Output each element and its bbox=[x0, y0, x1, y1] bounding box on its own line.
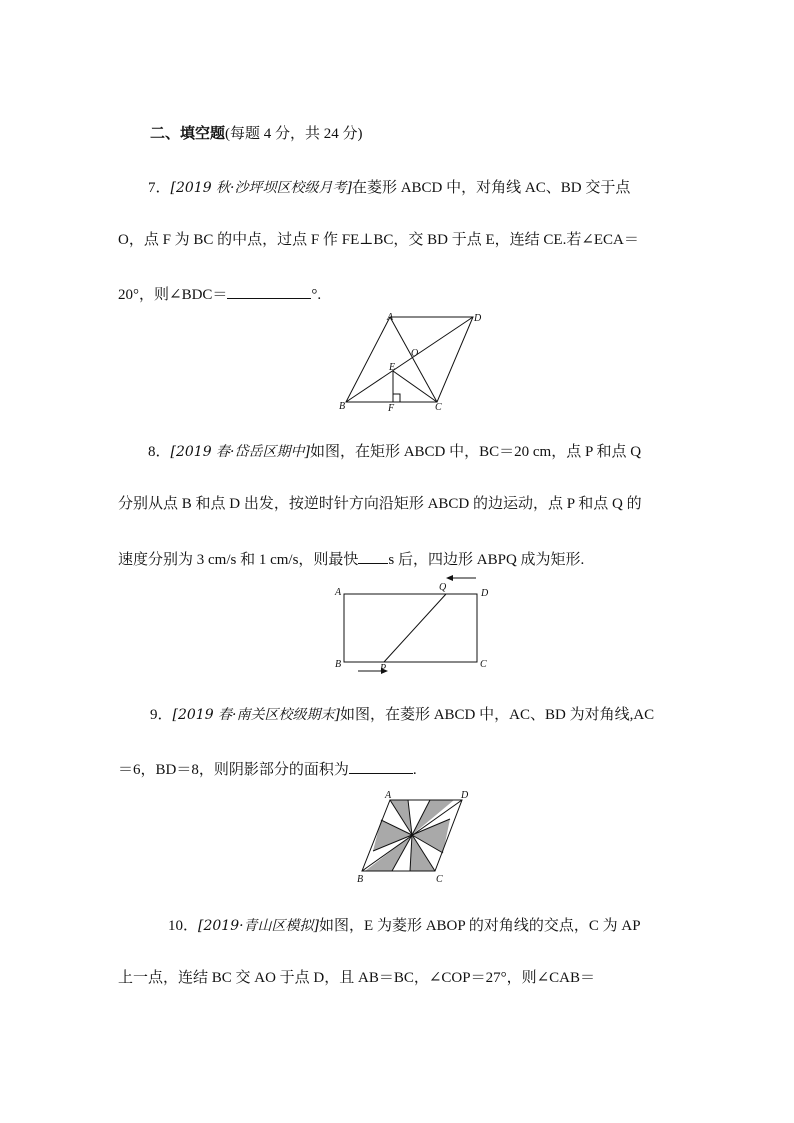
question-8-text-3: 速度分别为 3 cm/s 和 1 cm/s，则最快 bbox=[118, 552, 359, 568]
label-p: P bbox=[380, 663, 387, 674]
label-c: C bbox=[435, 402, 442, 413]
rectangle-abcd bbox=[344, 594, 477, 662]
section-title bbox=[150, 124, 363, 144]
question-8-line-2 bbox=[118, 494, 642, 514]
question-8-line-1 bbox=[148, 442, 641, 462]
label-e: E bbox=[389, 362, 396, 373]
question-9-text-2b: . bbox=[412, 762, 417, 778]
question-8-text-3b: s 后，四边形 ABPQ 成为矩形. bbox=[388, 552, 585, 568]
question-9-source: [2019 春·南关区校级期末] bbox=[172, 707, 340, 723]
label-d: D bbox=[481, 588, 489, 599]
label-q: Q bbox=[439, 582, 447, 593]
question-10-line-1 bbox=[168, 916, 641, 936]
question-9-text-2: ＝6，BD＝8，则阴影部分的面积为 bbox=[118, 762, 349, 778]
question-7-line-3 bbox=[118, 284, 321, 305]
label-b: B bbox=[357, 874, 364, 885]
question-9-line-1 bbox=[150, 705, 654, 725]
segment-pq bbox=[384, 594, 446, 662]
answer-blank-8[interactable] bbox=[358, 549, 388, 564]
question-10-line-2 bbox=[118, 968, 595, 988]
label-a: A bbox=[385, 790, 392, 801]
label-c: C bbox=[436, 874, 443, 885]
question-8-text-1: 如图，在矩形 ABCD 中，BC＝20 cm，点 P 和点 Q bbox=[309, 444, 642, 460]
label-a: A bbox=[387, 312, 394, 323]
question-10-text-1: 如图，E 为菱形 ABOP 的对角线的交点，C 为 AP bbox=[319, 918, 641, 934]
question-9-line-2 bbox=[118, 759, 417, 780]
question-7-text-3: 20°，则∠BDC＝ bbox=[118, 287, 228, 303]
question-7-line-1 bbox=[148, 178, 630, 198]
question-8-text-2: 分别从点 B 和点 D 出发，按逆时针方向沿矩形 ABCD 的边运动，点 P 和点 Q 的 bbox=[118, 496, 642, 512]
section-title-text: 二、填空题 bbox=[150, 126, 226, 142]
question-9-text-1: 如图，在菱形 ABCD 中，AC、BD 为对角线,AC bbox=[339, 707, 655, 723]
arrow-q-head bbox=[446, 575, 453, 581]
label-d: D bbox=[474, 313, 482, 324]
label-b: B bbox=[339, 401, 346, 412]
question-9-number: 9． bbox=[150, 707, 173, 723]
question-8-source: [2019 春·岱岳区期中] bbox=[170, 444, 310, 460]
question-10-number: 10． bbox=[168, 918, 199, 934]
answer-blank-9[interactable] bbox=[349, 759, 413, 774]
question-7-text-3b: °. bbox=[311, 287, 322, 303]
question-8-number: 8． bbox=[148, 444, 171, 460]
figure-rectangle-q8 bbox=[330, 572, 500, 676]
diagonal-ac bbox=[390, 317, 437, 402]
label-d: D bbox=[461, 790, 469, 801]
question-7-text-2: O，点 F 为 BC 的中点，过点 F 作 FE⊥BC，交 BD 于点 E，连结 CE.若∠ECA＝ bbox=[118, 232, 639, 248]
question-7-line-2 bbox=[118, 230, 639, 250]
question-10-text-2: 上一点，连结 BC 交 AO 于点 D，且 AB＝BC，∠COP＝27°，则∠CAB＝ bbox=[118, 970, 596, 986]
question-8-line-3 bbox=[118, 549, 584, 570]
label-f: F bbox=[388, 403, 395, 414]
label-a: A bbox=[335, 587, 342, 598]
answer-blank-7[interactable] bbox=[227, 284, 311, 299]
question-7-source: [2019 秋·沙坪坝区校级月考] bbox=[170, 180, 352, 196]
label-c: C bbox=[480, 659, 487, 670]
question-7-text-1: 在菱形 ABCD 中，对角线 AC、BD 交于点 bbox=[351, 180, 631, 196]
label-b: B bbox=[335, 659, 342, 670]
section-meta: (每题 4 分，共 24 分) bbox=[225, 126, 363, 142]
figure-rhombus-q7 bbox=[330, 308, 480, 414]
label-o: O bbox=[411, 348, 419, 359]
question-10-source: [2019·青山区模拟] bbox=[198, 918, 320, 934]
diagonal-bd bbox=[346, 317, 473, 402]
right-angle-mark bbox=[393, 394, 400, 402]
question-7-number: 7． bbox=[148, 180, 171, 196]
figure-rhombus-q9 bbox=[350, 785, 480, 887]
